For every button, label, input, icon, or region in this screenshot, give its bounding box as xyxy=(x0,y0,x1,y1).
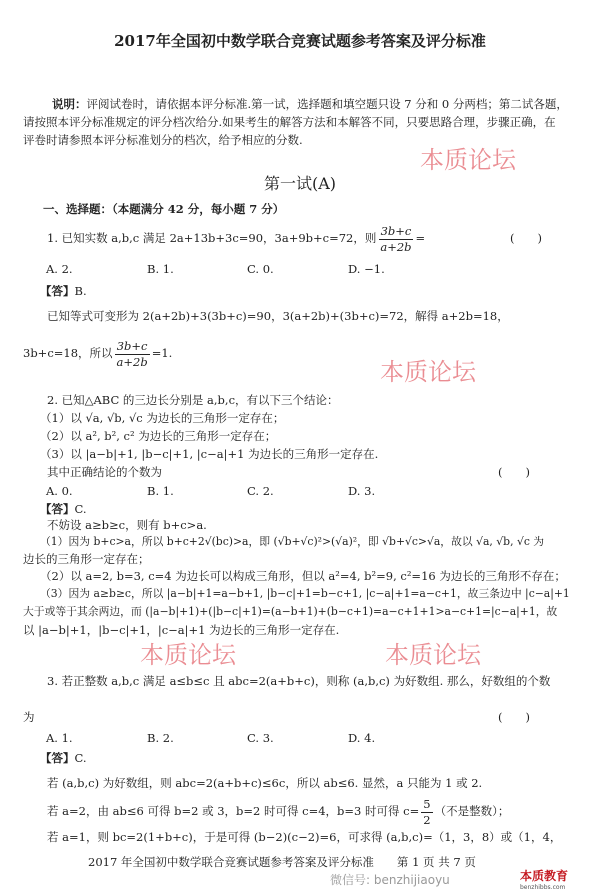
q1-stem-text: 1. 已知实数 a,b,c 满足 2a+13b+3c=90，3a+9b+c=72，则 xyxy=(47,231,377,245)
answer-value: B. xyxy=(74,284,87,298)
q1-answer-paren: ( ) xyxy=(510,231,542,245)
frac-den: a+2b xyxy=(380,239,412,254)
q1-option-a: A. 2. xyxy=(46,262,73,276)
q3-option-c: C. 3. xyxy=(247,731,274,745)
eq: = xyxy=(415,231,426,245)
q2-ask: 其中正确结论的个数为 xyxy=(47,465,162,479)
q1-solution-1: 已知等式可变形为 2(a+2b)+3(3b+c)=90，3(a+2b)+(3b+c)=72，解得 a+2b=18， xyxy=(47,309,509,323)
q1-option-d: D. −1. xyxy=(348,262,385,276)
watermark: 本质论坛 xyxy=(385,641,481,669)
intro-line-3: 评卷时请参照本评分标准划分的档次，给予相应的分数. xyxy=(23,133,303,147)
q3-solution-1: 若 (a,b,c) 为好数组，则 abc=2(a+b+c)≤6c，所以 ab≤6. 显然，a 只能为 1 或 2. xyxy=(47,776,483,790)
intro-text: 评阅试卷时，请依据本评分标准.第一试，选择题和填空题只设 7 分和 0 分两档；第二试各题， xyxy=(86,97,568,111)
frac-den: 2 xyxy=(423,812,431,827)
q3-stem-2: 为 xyxy=(23,710,35,724)
q3-option-d: D. 4. xyxy=(348,731,376,745)
watermark: 本质论坛 xyxy=(380,358,476,386)
q3-solution-3: 若 a=1，则 bc=2(1+b+c)，于是可得 (b−2)(c−2)=6，可求得 (a,b,c)=（1，3，8）或（1，4， xyxy=(47,830,562,844)
q3-option-b: B. 2. xyxy=(147,731,174,745)
q3-answer xyxy=(40,750,87,766)
frac-num: 3b+c xyxy=(380,223,412,238)
q3-fraction xyxy=(421,797,432,828)
part-heading: 一、选择题：（本题满分 42 分，每小题 7 分） xyxy=(43,202,285,216)
q1-stem xyxy=(47,222,425,255)
page-footer: 2017 年全国初中数学联合竞赛试题参考答案及评分标准 第 1 页 共 7 页 xyxy=(88,855,476,869)
q2-answer xyxy=(40,501,87,517)
sol-text: =1. xyxy=(151,346,173,360)
sol-text: （不是整数）； xyxy=(434,804,510,818)
sol-text: 若 a=2，由 ab≤6 可得 b=2 或 3，b=2 时可得 c=4，b=3 时可得 c= xyxy=(47,804,420,818)
intro-label: 说明： xyxy=(52,97,87,111)
q1-option-c: C. 0. xyxy=(247,262,274,276)
q2-option-c: C. 2. xyxy=(247,484,274,498)
q2-solution-3: 边长的三角形一定存在； xyxy=(23,552,150,566)
q2-solution-4: （2）以 a=2, b=3, c=4 为边长可以构成三角形，但以 a²=4, b²=9, c²=16 为边长的三角形不存在； xyxy=(40,569,566,583)
q3-option-a: A. 1. xyxy=(46,731,73,745)
q2-stem: 2. 已知△ABC 的三边长分别是 a,b,c，有以下三个结论： xyxy=(47,393,339,407)
q2-item-2: （2）以 a², b², c² 为边长的三角形一定存在； xyxy=(40,429,277,443)
q1-option-b: B. 1. xyxy=(147,262,174,276)
sol-text: 3b+c=18，所以 xyxy=(23,346,113,360)
q1-answer xyxy=(40,283,87,299)
answer-value: C. xyxy=(74,502,87,516)
watermark: 本质论坛 xyxy=(140,641,236,669)
q3-stem: 3. 若正整数 a,b,c 满足 a≤b≤c 且 abc=2(a+b+c)，则称 (a,b,c) 为好数组. 那么，好数组的个数 xyxy=(47,674,551,688)
answer-label: 【答】 xyxy=(40,502,75,516)
q3-answer-paren: ( ) xyxy=(498,710,530,724)
q2-option-a: A. 0. xyxy=(46,484,73,498)
q2-solution-1: 不妨设 a≥b≥c，则有 b+c>a. xyxy=(47,518,207,532)
watermark: 本质论坛 xyxy=(420,146,516,174)
q1-solution-2 xyxy=(23,337,172,370)
intro-line-1 xyxy=(52,96,568,112)
q2-solution-6: 大于或等于其余两边，而 (|a−b|+1)+(|b−c|+1)=(a−b+1)+(b−c+1)=a−c+1+1>a−c+1=|c−a|+1，故 xyxy=(23,605,558,618)
q2-item-3: （3）以 |a−b|+1, |b−c|+1, |c−a|+1 为边长的三角形一定存在. xyxy=(40,447,379,461)
q2-solution-7: 以 |a−b|+1，|b−c|+1，|c−a|+1 为边长的三角形一定存在. xyxy=(23,623,340,637)
logo-text: 本质教育 xyxy=(520,869,569,883)
q1-fraction xyxy=(378,224,413,255)
answer-label: 【答】 xyxy=(40,751,75,765)
q2-item-1: （1）以 √a, √b, √c 为边长的三角形一定存在； xyxy=(40,411,285,425)
q2-option-d: D. 3. xyxy=(348,484,376,498)
intro-line-2: 请按照本评分标准规定的评分档次给分.如果考生的解答方法和本解答不同，只要思路合理，步骤正确，在 xyxy=(23,115,556,129)
frac-den: a+2b xyxy=(116,354,148,369)
wechat-watermark: 微信号: benzhijiaoyu xyxy=(330,873,450,887)
q2-option-b: B. 1. xyxy=(147,484,174,498)
answer-label: 【答】 xyxy=(40,284,75,298)
q1-solution-fraction xyxy=(115,339,150,370)
q2-solution-5: （3）因为 a≥b≥c，所以 |a−b|+1=a−b+1, |b−c|+1=b−c+1, |c−a|+1=a−c+1，故三条边中 |c−a|+1 xyxy=(40,587,570,600)
q3-solution-2 xyxy=(47,795,509,828)
document-title: 2017年全国初中数学联合竞赛试题参考答案及评分标准 xyxy=(114,32,486,50)
brand-logo xyxy=(520,871,568,893)
logo-url: benzhibbs.com xyxy=(520,884,566,891)
q2-answer-paren: ( ) xyxy=(498,465,530,479)
q2-solution-2: （1）因为 b+c>a，所以 b+c+2√(bc)>a，即 (√b+√c)²>(√a)²，即 √b+√c>√a，故以 √a, √b, √c 为 xyxy=(40,535,545,548)
frac-num: 3b+c xyxy=(116,338,148,353)
frac-num: 5 xyxy=(423,796,431,811)
answer-value: C. xyxy=(74,751,87,765)
section-heading: 第一试(A) xyxy=(263,174,337,193)
